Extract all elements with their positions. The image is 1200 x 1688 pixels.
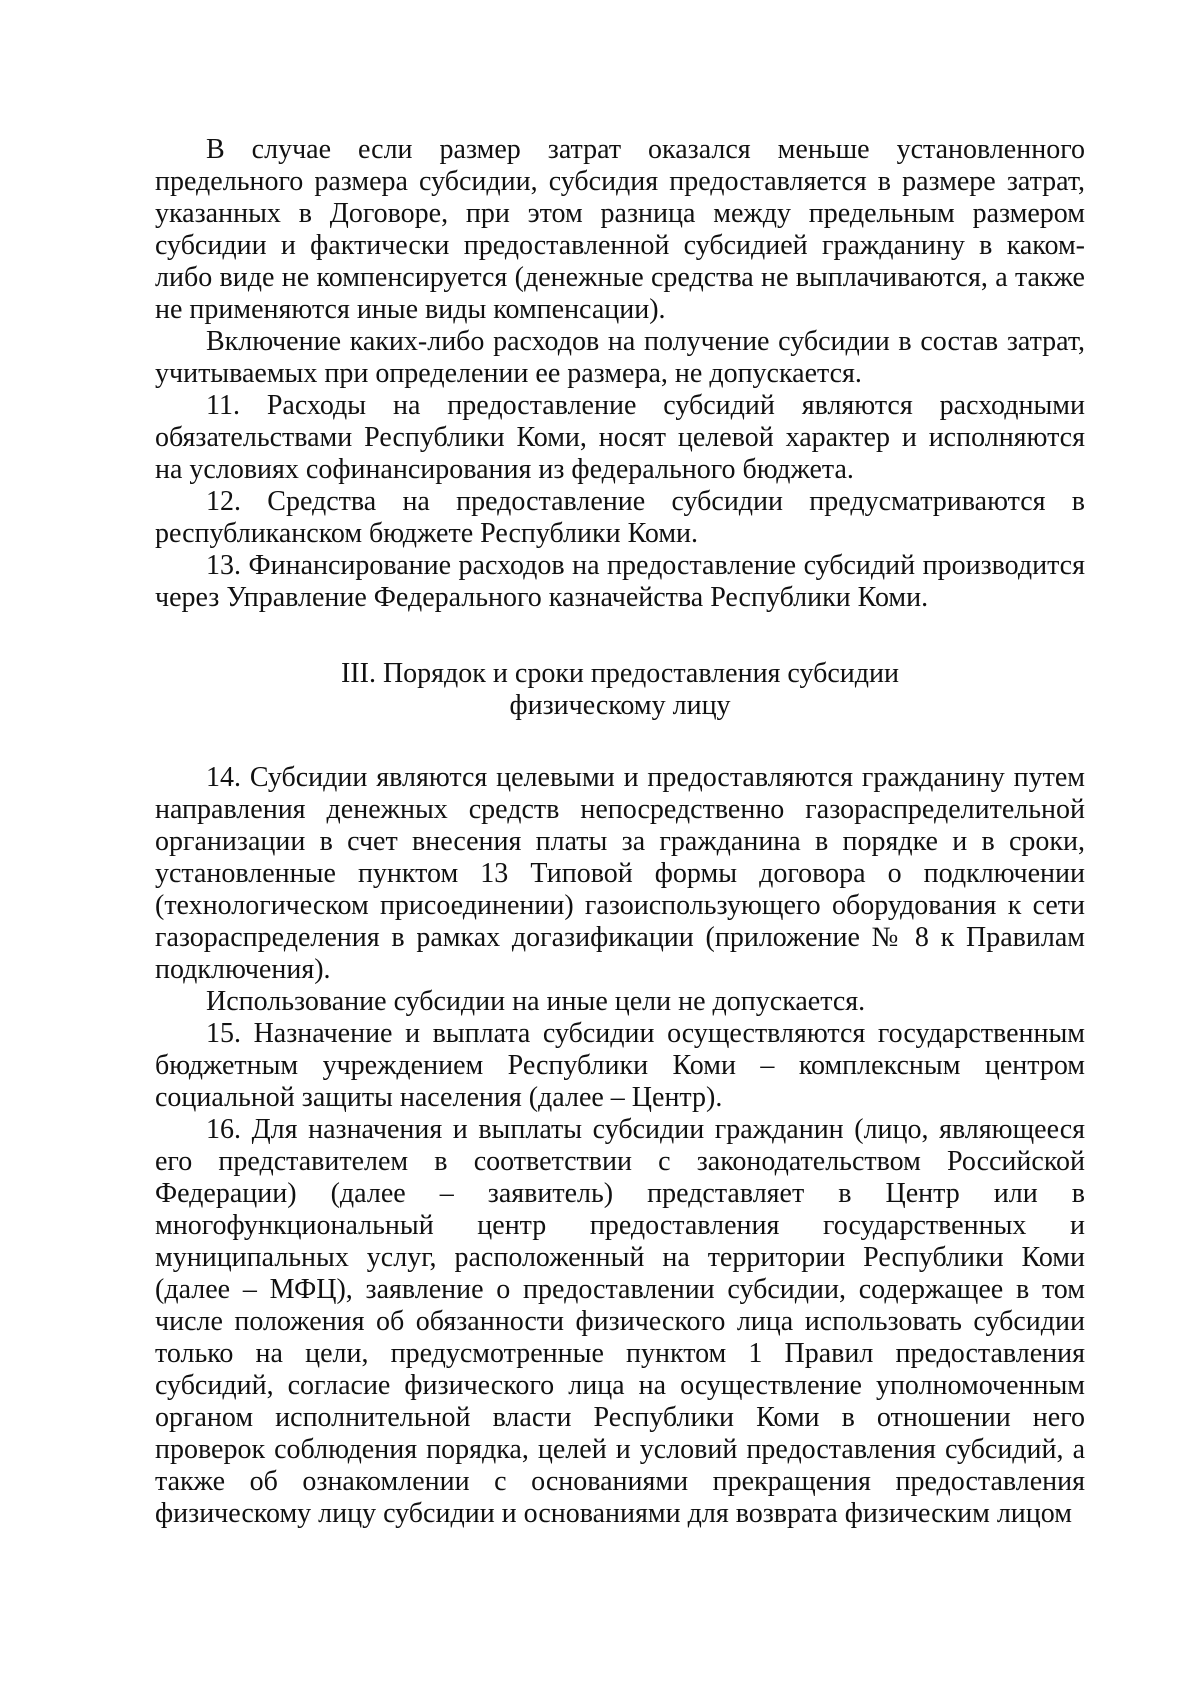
paragraph-other-purposes-prohibited: Использование субсидии на иные цели не допускается.	[206, 986, 866, 1017]
document-page	[155, 134, 1085, 1530]
section-heading-line-1: III. Порядок и сроки предоставления субсидии	[340, 658, 899, 689]
section-heading	[155, 658, 1085, 722]
paragraph-clause-15: 15. Назначение и выплата субсидии осуществляются государственным бюджетным учреждением Республики Коми – комплексным центром социальной защиты населения (далее – Центр).	[155, 1018, 1085, 1113]
paragraph-clause-14: 14. Субсидии являются целевыми и предоставляются гражданину путем направления денежных средств непосредственно газораспределительной организации в счет внесения платы за гражданина в порядке и в сроки, установленные пунктом 13 Типовой формы договора о подключении (технологическом присоединении) газоиспользующего оборудования к сети газораспределения в рамках догазификации (приложение № 8 к Правилам подключения).	[155, 762, 1085, 985]
paragraph-clause-13: 13. Финансирование расходов на предоставление субсидий производится через Управление Федерального казначейства Республики Коми.	[155, 550, 1085, 613]
section-heading-line-2: физическому лицу	[509, 690, 731, 721]
paragraph-expenses-not-included: Включение каких-либо расходов на получение субсидии в состав затрат, учитываемых при определении ее размера, не допускается.	[155, 326, 1085, 389]
paragraph-cost-less-than-limit: В случае если размер затрат оказался меньше установленного предельного размера субсидии, субсидия предоставляется в размере затрат, указанных в Договоре, при этом разница между предельным размером субсидии и фактически предоставленной субсидией гражданину в каком-либо виде не компенсируется (денежные средства не выплачиваются, а также не применяются иные виды компенсации).	[155, 134, 1085, 325]
paragraph-clause-11: 11. Расходы на предоставление субсидий являются расходными обязательствами Республики Коми, носят целевой характер и исполняются на условиях софинансирования из федерального бюджета.	[155, 390, 1085, 485]
paragraph-clause-16: 16. Для назначения и выплаты субсидии гражданин (лицо, являющееся его представителем в соответствии с законодательством Российской Федерации) (далее – заявитель) представляет в Центр или в многофункциональный центр предоставления государственных и муниципальных услуг, расположенный на территории Республики Коми (далее – МФЦ), заявление о предоставлении субсидии, содержащее в том числе положения об обязанности физического лица использовать субсидии только на цели, предусмотренные пунктом 1 Правил предоставления субсидий, согласие физического лица на осуществление уполномоченным органом исполнительной власти Республики Коми в отношении него проверок соблюдения порядка, целей и условий предоставления субсидий, а также об ознакомлении с основаниями прекращения предоставления физическому лицу субсидии и основаниями для возврата физическим лицом	[155, 1114, 1085, 1529]
paragraph-clause-12: 12. Средства на предоставление субсидии предусматриваются в республиканском бюджете Республики Коми.	[155, 486, 1085, 549]
